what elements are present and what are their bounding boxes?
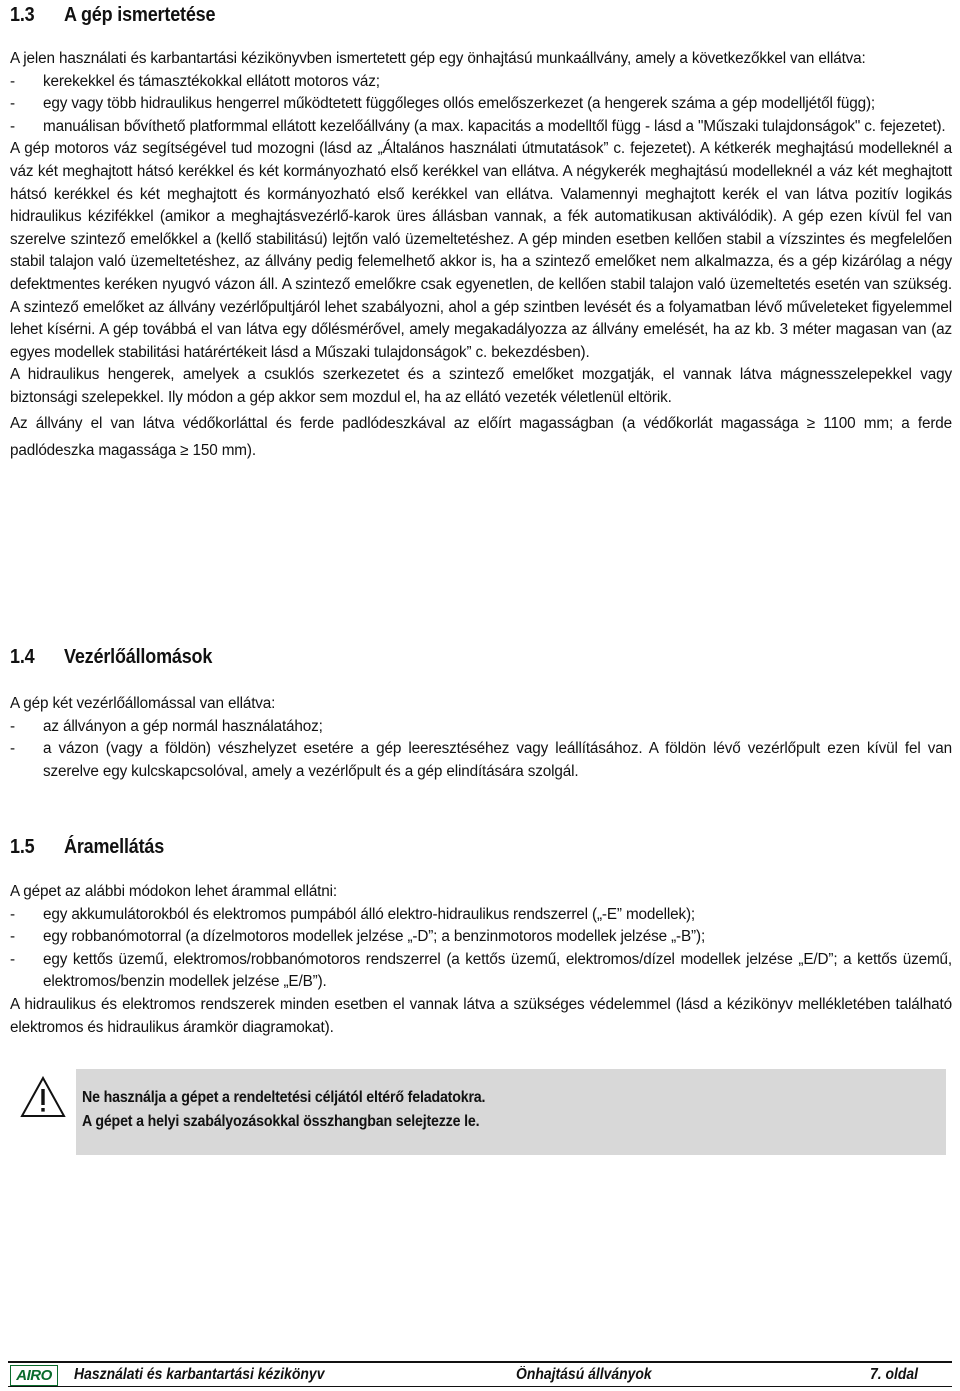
warning-text: A gépet a helyi szabályozásokkal összhangban selejtezze le. <box>82 1113 480 1130</box>
list-item <box>10 93 952 116</box>
section-heading-1-3 <box>10 2 232 28</box>
list-item <box>10 738 952 783</box>
list-item-text: egy vagy több hidraulikus hengerrel működtetett függőleges ollós emelőszerkezet (a hengerek száma a gép modelljétől függ); <box>43 95 876 113</box>
page-footer <box>8 1361 952 1389</box>
list-item <box>10 949 952 994</box>
list-dash: - <box>10 928 15 946</box>
section-number: 1.4 <box>10 646 35 668</box>
list-item-text: a vázon (vagy a földön) vészhelyzet esetére a gép leeresztéséhez vagy leállításához. A földön lévő vezérlőpult ezen kívül fel van szerelve egy kulcskapcsolóval, amely a vezérlőpult és a gép elindítására szolgál. <box>43 740 952 780</box>
list-dash: - <box>10 717 15 735</box>
section-1-3-body <box>10 48 952 464</box>
footer-product <box>516 1366 667 1384</box>
paragraph: A gépet az alábbi módokon lehet árammal ellátni: <box>10 883 337 900</box>
list-dash: - <box>10 72 15 90</box>
footer-rule <box>8 1361 952 1363</box>
list-dash: - <box>10 95 15 113</box>
list-item <box>10 71 952 94</box>
warning-text: Ne használja a gépet a rendeltetési céljától eltérő feladatokra. <box>82 1089 486 1106</box>
list-dash: - <box>10 950 15 968</box>
warning-triangle-icon <box>20 1076 66 1118</box>
paragraph: A jelen használati és karbantartási kézikönyvben ismertetett gép egy önhajtású munkaállvány, amely a következőkkel van ellátva: <box>10 50 866 67</box>
list-item-text: egy akkumulátorokból és elektromos pumpából álló elektro-hidraulikus rendszerrel („-E” modellek); <box>43 905 696 923</box>
list-item <box>10 716 952 739</box>
paragraph: A hidraulikus és elektromos rendszerek minden esetben el vannak látva a szükséges védelemmel (lásd a kézikönyv mellékletében található elektromos és hidraulikus áramkör diagramokat). <box>10 995 952 1036</box>
footer-text: 7. oldal <box>870 1366 919 1383</box>
footer-text: Használati és karbantartási kézikönyv <box>74 1366 325 1383</box>
list-dash: - <box>10 905 15 923</box>
section-title: Vezérlőállomások <box>64 646 213 668</box>
airo-logo: AIRO <box>10 1365 58 1386</box>
list-item-text: manuálisan bővíthető platformmal ellátott kezelőállvány (a max. kapacitás a modelltől függ - lásd a "Műszaki tulajdonságok" c. fejezetet). <box>43 117 946 135</box>
list-item-text: egy kettős üzemű, elektromos/robbanómotoros rendszerrel (a kettős üzemű, elektromos/dízel modellek jelzése „E/D”; a kettős üzemű, elektromos/benzin modellek jelzése „E/B”). <box>43 950 952 991</box>
section-title: A gép ismertetése <box>64 4 216 26</box>
footer-page-number <box>870 1366 923 1384</box>
paragraph: A gép két vezérlőállomással van ellátva: <box>10 695 276 712</box>
list-item <box>10 116 952 139</box>
section-1-5-body <box>10 881 952 1039</box>
warning-line-2 <box>82 1113 524 1131</box>
paragraph: A hidraulikus hengerek, amelyek a csuklós szerkezetet és a szintező emelőket mozgatják, el vannak látva mágnesszelepekkel vagy biztonsági szelepekkel. Ily módon a gép akkor sem mozdul el, ha az ellátó vezeték véletlenül eltörik. <box>10 366 952 406</box>
paragraph: A gép motoros váz segítségével tud mozogni (lásd az „Általános használati útmutatások” c. fejezetet). A kétkerék meghajtású modelleknél a váz két meghajtott hátsó kerékkel és két kormányozható első kerékkel van ellátva. A négykerék meghajtású modelleknél a váz két meghajtott hátsó kerékkel és két meghajtott és kormányozható első kerékkel van ellátva. Valamennyi meghajtott kerék el van látva pozitív logikás hidraulikus kézifékkel (amikor a meghajtásvezérlő-karok üres állásban vannak, a fék automatikusan aktiválódik). A gép ezen kívül fel van szerelve szintező emelőkkel a (kellő stabilitású) lejtőn való üzemeltetéshez. A gép minden esetben kellően stabil a vízszintes és megfelelően stabil talajon való üzemeltetéshez, az állvány pedig felemelhető akkor is, ha a szintező emelőket nem alkalmazza, és a gép kizárólag a négy defektmentes keréken nyugvó vázon áll. A szintező emelőkre csak egyenetlen, de kellően stabil talajon való üzemeltetés esetén van szükség. A szintező emelőket az állvány vezérlőpultjáról lehet szabályozni, ahol a gép szintben levését és a folyamatban lévő műveleteket figyelemmel lehet kísérni. A gép továbbá el van látva egy dőlésmérővel, amely megakadályozza az állvány emelését, ha az kb. 3 méter magasan van (az egyes modellek stabilitási határértékeit lásd a Műszaki tulajdonságok” c. bekezdésben). <box>10 140 952 361</box>
warning-line-1 <box>82 1089 530 1107</box>
list-item-text: kerekekkel és támasztékokkal ellátott motoros váz; <box>43 72 380 90</box>
section-heading-1-5 <box>10 834 175 860</box>
list-item-text: az állványon a gép normál használatához; <box>43 717 323 735</box>
list-dash: - <box>10 740 15 758</box>
warning-box <box>76 1069 946 1155</box>
section-number: 1.3 <box>10 4 35 26</box>
paragraph: Az állvány el van látva védőkorláttal és ferde padlódeszkával az előírt magasságban (a védőkorlát magassága ≥ 1100 mm; a ferde padlódeszka magassága ≥ 150 mm). <box>10 414 952 459</box>
list-item-text: egy robbanómotorral (a dízelmotoros modellek jelzése „-D”; a benzinmotoros modellek jelzése „-B”); <box>43 928 706 946</box>
footer-manual-title <box>74 1366 352 1384</box>
section-heading-1-4 <box>10 644 229 670</box>
section-number: 1.5 <box>10 836 35 858</box>
footer-rule <box>8 1386 952 1387</box>
footer-text: Önhajtású állványok <box>516 1366 652 1383</box>
section-title: Áramellátás <box>64 836 165 858</box>
list-item <box>10 926 952 949</box>
list-dash: - <box>10 117 15 135</box>
list-item <box>10 904 952 927</box>
section-1-4-body <box>10 693 952 783</box>
